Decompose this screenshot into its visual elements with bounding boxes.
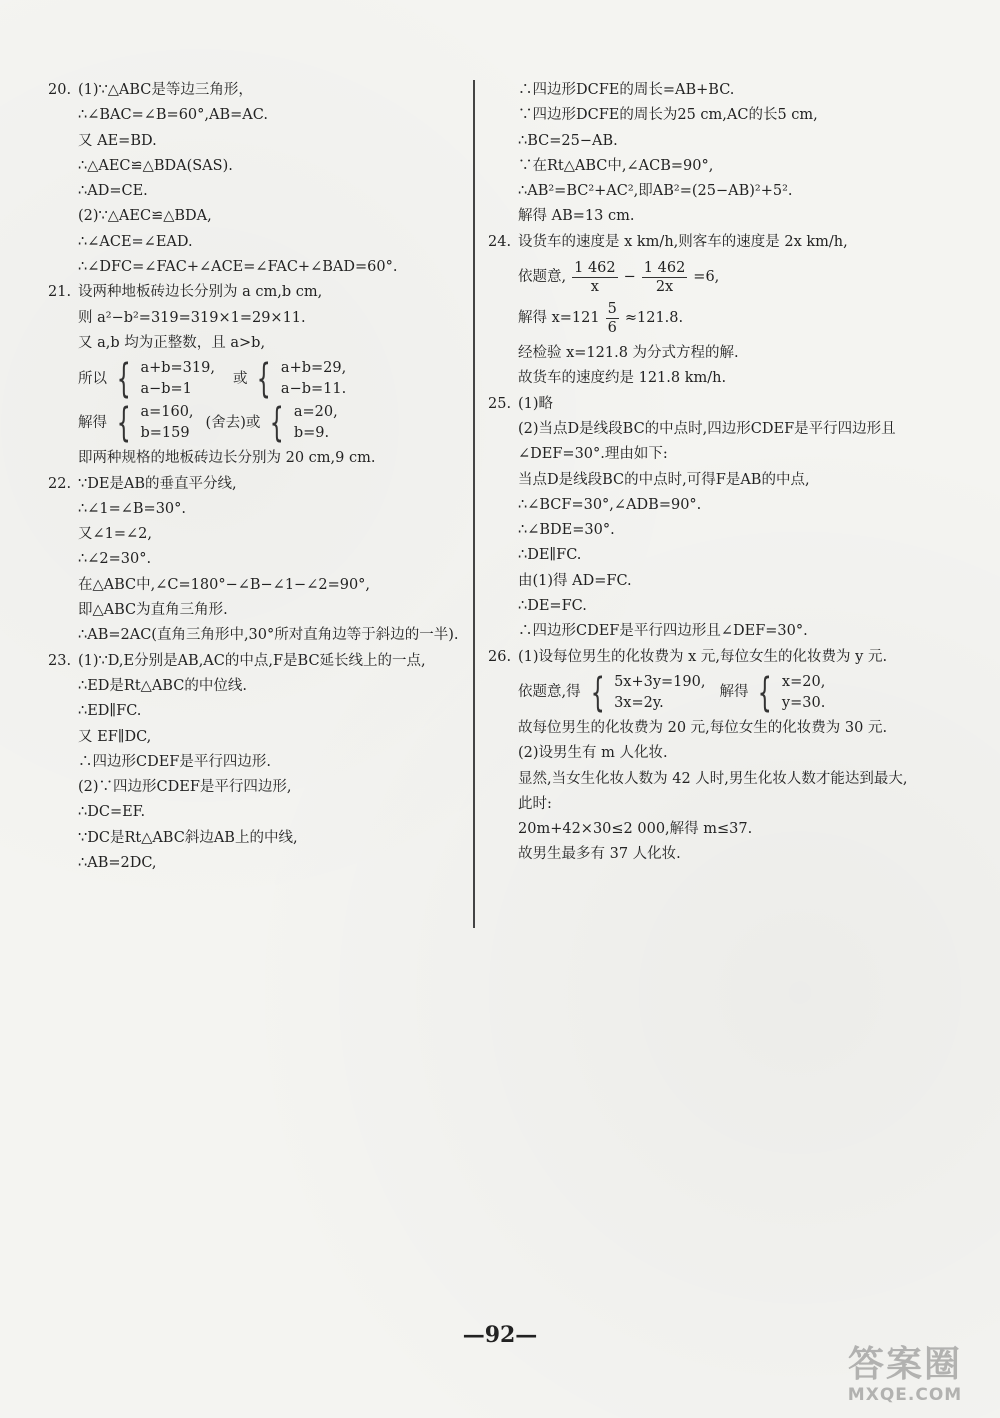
solution-line: ∴四边形CDEF是平行四边形. bbox=[78, 753, 271, 770]
or-label: 或 bbox=[232, 370, 248, 387]
solution-line: ∴四边形CDEF是平行四边形且∠DEF=30°. bbox=[518, 623, 808, 640]
question-number: 26. bbox=[488, 648, 512, 665]
system-label: 所以 bbox=[78, 370, 107, 387]
solution-line: ∴∠ACE=∠EAD. bbox=[78, 233, 193, 250]
solution-line: ∴ED∥FC. bbox=[78, 703, 142, 720]
solution-line: ∴∠2=30°. bbox=[78, 551, 152, 568]
equation-label: 依题意, bbox=[518, 268, 567, 285]
solution-line: 20m+42×30≤2 000,解得 m≤37. bbox=[518, 821, 753, 838]
solution-line: 显然,当女生化妆人数为 42 人时,男生化妆人数才能达到最大,此时: bbox=[518, 770, 908, 812]
question-number: 20. bbox=[48, 82, 72, 98]
solution-line: ∴DE=FC. bbox=[518, 598, 587, 615]
equation: a−b=11. bbox=[280, 381, 347, 398]
solution-line: ∴△AEC≌△BDA(SAS). bbox=[78, 157, 233, 174]
left-brace-icon: { bbox=[270, 400, 285, 447]
solution-line: ∵四边形DCFE的周长为25 cm,AC的长5 cm, bbox=[518, 107, 818, 124]
solution-line: ∵DE是AB的垂直平分线, bbox=[78, 475, 237, 492]
site-watermark bbox=[830, 1345, 980, 1410]
question-26 bbox=[488, 645, 908, 868]
page-number: —92— bbox=[462, 1322, 538, 1348]
solution-line: 设货车的速度是 x km/h,则客车的速度是 2x km/h, bbox=[518, 233, 848, 250]
left-brace-icon: { bbox=[758, 669, 773, 716]
solution-line: ∴DC=EF. bbox=[78, 804, 146, 821]
equation-system bbox=[281, 358, 346, 400]
system-label: 解得 bbox=[78, 414, 107, 431]
solution-line: (1)设每位男生的化妆费为 x 元,每位女生的化妆费为 y 元. bbox=[518, 648, 888, 665]
equation: 3x=2y. bbox=[614, 694, 664, 711]
solution-line: 又 a,b 均为正整数，且 a>b, bbox=[78, 334, 266, 351]
solution-line: ∴∠BDE=30°. bbox=[518, 522, 615, 539]
fraction bbox=[606, 300, 619, 337]
solution-line: ∴∠BAC=∠B=60°,AB=AC. bbox=[78, 107, 268, 124]
fraction bbox=[572, 259, 618, 296]
equation-system bbox=[294, 402, 338, 444]
solution-line: 即△ABC为直角三角形. bbox=[78, 602, 228, 619]
fraction bbox=[642, 259, 688, 296]
solution-line: (1)略 bbox=[518, 395, 554, 412]
solution-line: 解得 AB=13 cm. bbox=[518, 208, 635, 225]
solution-line: ∴∠DFC=∠FAC+∠ACE=∠FAC+∠BAD=60°. bbox=[78, 259, 398, 276]
left-column bbox=[48, 78, 466, 876]
solution-line: ∴DE∥FC. bbox=[518, 547, 582, 564]
equation-system bbox=[140, 402, 193, 444]
equation: a+b=29, bbox=[280, 360, 347, 377]
denominator: 6 bbox=[607, 320, 617, 337]
solution-line: 在△ABC中,∠C=180°−∠B−∠1−∠2=90°, bbox=[78, 576, 371, 593]
solution-line: 故每位男生的化妆费为 20 元,每位女生的化妆费为 30 元. bbox=[518, 719, 888, 736]
solution-line: ∴∠1=∠B=30°. bbox=[78, 500, 187, 517]
solution-line: (1)∵D,E分别是AB,AC的中点,F是BC延长线上的一点, bbox=[78, 652, 426, 669]
solution-line: ∴四边形DCFE的周长=AB+BC. bbox=[518, 82, 735, 98]
solution-line: ∴AB=2AC(直角三角形中,30°所对直角边等于斜边的一半). bbox=[78, 627, 459, 644]
solution-line: 故货车的速度约是 121.8 km/h. bbox=[518, 370, 727, 387]
solution-line: (2)设男生有 m 人化妆. bbox=[518, 745, 668, 762]
right-column bbox=[488, 78, 908, 868]
left-brace-icon: { bbox=[116, 400, 131, 447]
equation-system bbox=[782, 672, 825, 714]
solution-line: 经检验 x=121.8 为分式方程的解. bbox=[518, 345, 739, 362]
solution-system-line bbox=[78, 400, 466, 447]
watermark-text: MXQE.COM bbox=[847, 1385, 963, 1405]
solution-line: ∴AB=2DC, bbox=[78, 855, 157, 872]
equation-system bbox=[140, 358, 215, 400]
left-brace-icon: { bbox=[116, 356, 131, 403]
column-divider bbox=[473, 80, 475, 928]
solution-line: 设两种地板砖边长分别为 a cm,b cm, bbox=[78, 284, 323, 301]
question-21 bbox=[48, 280, 466, 471]
equation: 5x+3y=190, bbox=[614, 673, 706, 690]
solution-equation bbox=[518, 300, 908, 337]
solution-line: ∵在Rt△ABC中,∠ACB=90°, bbox=[518, 157, 714, 174]
solution-line: ∴AD=CE. bbox=[78, 183, 148, 200]
solution-line: 又 AE=BD. bbox=[78, 132, 157, 149]
minus-sign: − bbox=[623, 268, 636, 285]
question-number: 24. bbox=[488, 233, 512, 250]
equation-system-line bbox=[518, 669, 908, 716]
equation: a+b=319, bbox=[140, 360, 215, 377]
equation: a=20, bbox=[293, 404, 338, 421]
numerator: 1 462 bbox=[574, 260, 616, 277]
denominator: x bbox=[590, 279, 599, 296]
equation: a=160, bbox=[140, 404, 194, 421]
equation: y=30. bbox=[781, 694, 826, 711]
equation-system bbox=[614, 672, 705, 714]
equation: b=9. bbox=[293, 425, 330, 442]
solution-line: ∵DC是Rt△ABC斜边AB上的中线, bbox=[78, 829, 298, 846]
question-22 bbox=[48, 472, 466, 649]
equation-system-line bbox=[78, 356, 466, 403]
solution-line: 由(1)得 AD=FC. bbox=[518, 572, 632, 589]
numerator: 1 462 bbox=[643, 260, 686, 277]
question-25 bbox=[488, 392, 908, 645]
question-number: 21. bbox=[48, 284, 72, 301]
discard-note: (舍去)或 bbox=[205, 414, 261, 431]
equation-rhs: =6, bbox=[693, 268, 720, 285]
solution-line: ∴AB²=BC²+AC²,即AB²=(25−AB)²+5². bbox=[518, 183, 793, 200]
solution-rhs: ≈121.8. bbox=[624, 309, 684, 326]
solution-line: 则 a²−b²=319=319×1=29×11. bbox=[78, 309, 306, 326]
equation: x=20, bbox=[781, 673, 826, 690]
question-number: 22. bbox=[48, 475, 72, 492]
solution-line: ∴∠BCF=30°,∠ADB=90°. bbox=[518, 496, 702, 513]
equation: a−b=1 bbox=[140, 381, 192, 398]
question-20 bbox=[48, 78, 466, 280]
numerator: 5 bbox=[607, 301, 617, 318]
question-23 bbox=[48, 649, 466, 877]
question-24 bbox=[488, 230, 908, 392]
solution-line: (1)∵△ABC是等边三角形， bbox=[78, 82, 253, 98]
solution-line: ∴BC=25−AB. bbox=[518, 132, 618, 149]
question-number: 23. bbox=[48, 652, 72, 669]
equation-label: 依题意,得 bbox=[518, 684, 581, 701]
fraction-equation bbox=[518, 259, 908, 296]
solution-label: 解得 x=121 bbox=[518, 309, 600, 326]
left-brace-icon: { bbox=[257, 356, 272, 403]
solution-line: 又 EF∥DC, bbox=[78, 728, 152, 745]
question-23-continued bbox=[488, 78, 908, 230]
solution-line: 故男生最多有 37 人化妆. bbox=[518, 846, 681, 863]
watermark-logo: 答案圈 bbox=[847, 1344, 962, 1385]
solution-line: ∴ED是Rt△ABC的中位线. bbox=[78, 677, 247, 694]
solution-line: 当点D是线段BC的中点时,可得F是AB的中点, bbox=[518, 471, 810, 488]
denominator: 2x bbox=[655, 279, 674, 296]
solution-line: (2)当点D是线段BC的中点时,四边形CDEF是平行四边形且∠DEF=30°.理由如下: bbox=[518, 420, 896, 463]
equation: b=159 bbox=[140, 425, 190, 442]
solution-label: 解得 bbox=[719, 684, 749, 701]
conclusion-line: 即两种规格的地板砖边长分别为 20 cm,9 cm. bbox=[78, 450, 376, 467]
solution-line: (2)∵△AEC≌△BDA, bbox=[78, 208, 212, 225]
question-number: 25. bbox=[488, 395, 512, 412]
left-brace-icon: { bbox=[590, 669, 605, 716]
solution-line: (2)∵四边形CDEF是平行四边形, bbox=[78, 779, 292, 796]
solution-line: 又∠1=∠2, bbox=[78, 526, 153, 543]
